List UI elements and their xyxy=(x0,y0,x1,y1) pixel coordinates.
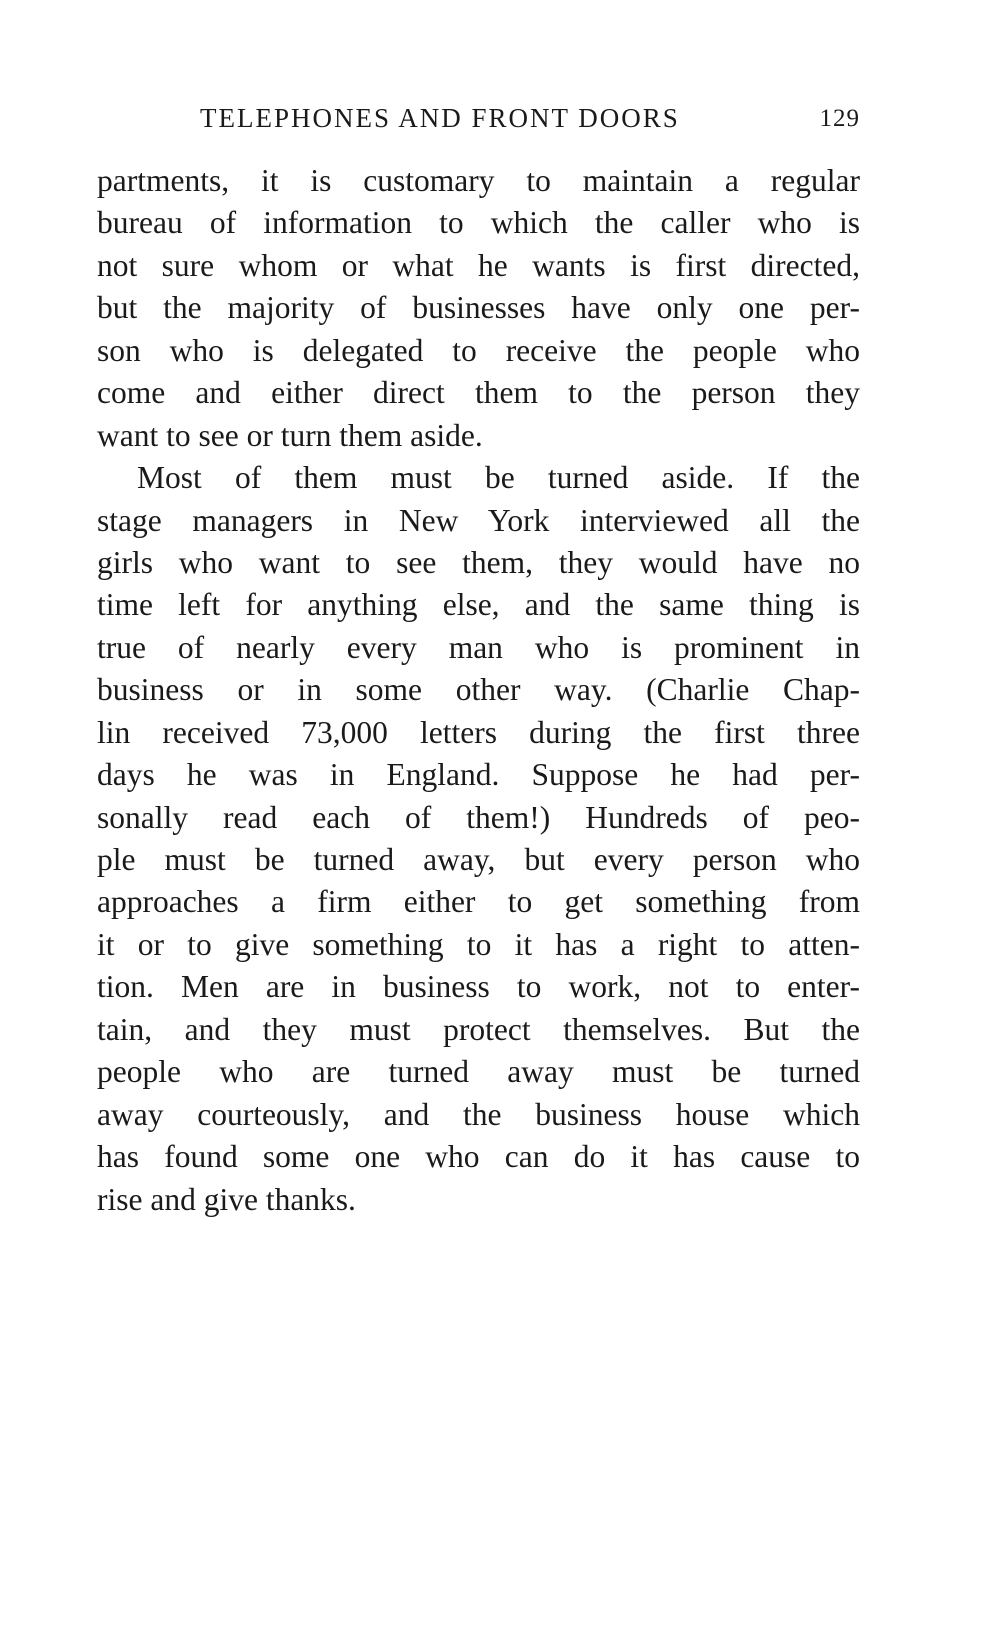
text-line: business or in some other way. (Charlie Chap- xyxy=(97,672,860,708)
text-line: away courteously, and the business house which xyxy=(97,1096,860,1132)
text-line: girls who want to see them, they would have no xyxy=(97,544,860,580)
text-line: people who are turned away must be turned xyxy=(97,1054,860,1090)
text-line: true of nearly every man who is prominent in xyxy=(97,629,860,665)
text-line: Most of them must be turned aside. If the xyxy=(137,460,860,496)
text-line: approaches a firm either to get something from xyxy=(97,884,860,920)
text-line: son who is delegated to receive the people who xyxy=(97,332,860,368)
text-line: tion. Men are in business to work, not to enter- xyxy=(97,969,860,1005)
text-line: days he was in England. Suppose he had per- xyxy=(97,757,860,793)
text-line: not sure whom or what he wants is first directed, xyxy=(97,247,860,283)
text-line: ple must be turned away, but every person who xyxy=(97,842,860,877)
text-line: lin received 73,000 letters during the first three xyxy=(97,714,860,750)
text-line: time left for anything else, and the same thing is xyxy=(97,587,860,623)
text-line: partments, it is customary to maintain a regular xyxy=(97,163,860,198)
text-line: it or to give something to it has a right to atten- xyxy=(97,926,860,962)
text-line: tain, and they must protect themselves. But the xyxy=(97,1011,860,1047)
text-line: but the majority of businesses have only one per- xyxy=(97,290,860,326)
text-line: sonally read each of them!) Hundreds of peo- xyxy=(97,799,860,835)
text-line: want to see or turn them aside. xyxy=(97,417,483,453)
body-text xyxy=(97,160,860,1221)
running-title: TELEPHONES AND FRONT DOORS xyxy=(200,103,680,133)
text-line: come and either direct them to the person they xyxy=(97,375,860,411)
page-number: 129 xyxy=(819,105,860,132)
text-line: stage managers in New York interviewed all the xyxy=(97,502,860,538)
text-line: rise and give thanks. xyxy=(97,1181,356,1217)
text-line: bureau of information to which the caller who is xyxy=(97,205,860,241)
running-head xyxy=(200,103,860,143)
text-line: has found some one who can do it has cause to xyxy=(97,1139,860,1175)
